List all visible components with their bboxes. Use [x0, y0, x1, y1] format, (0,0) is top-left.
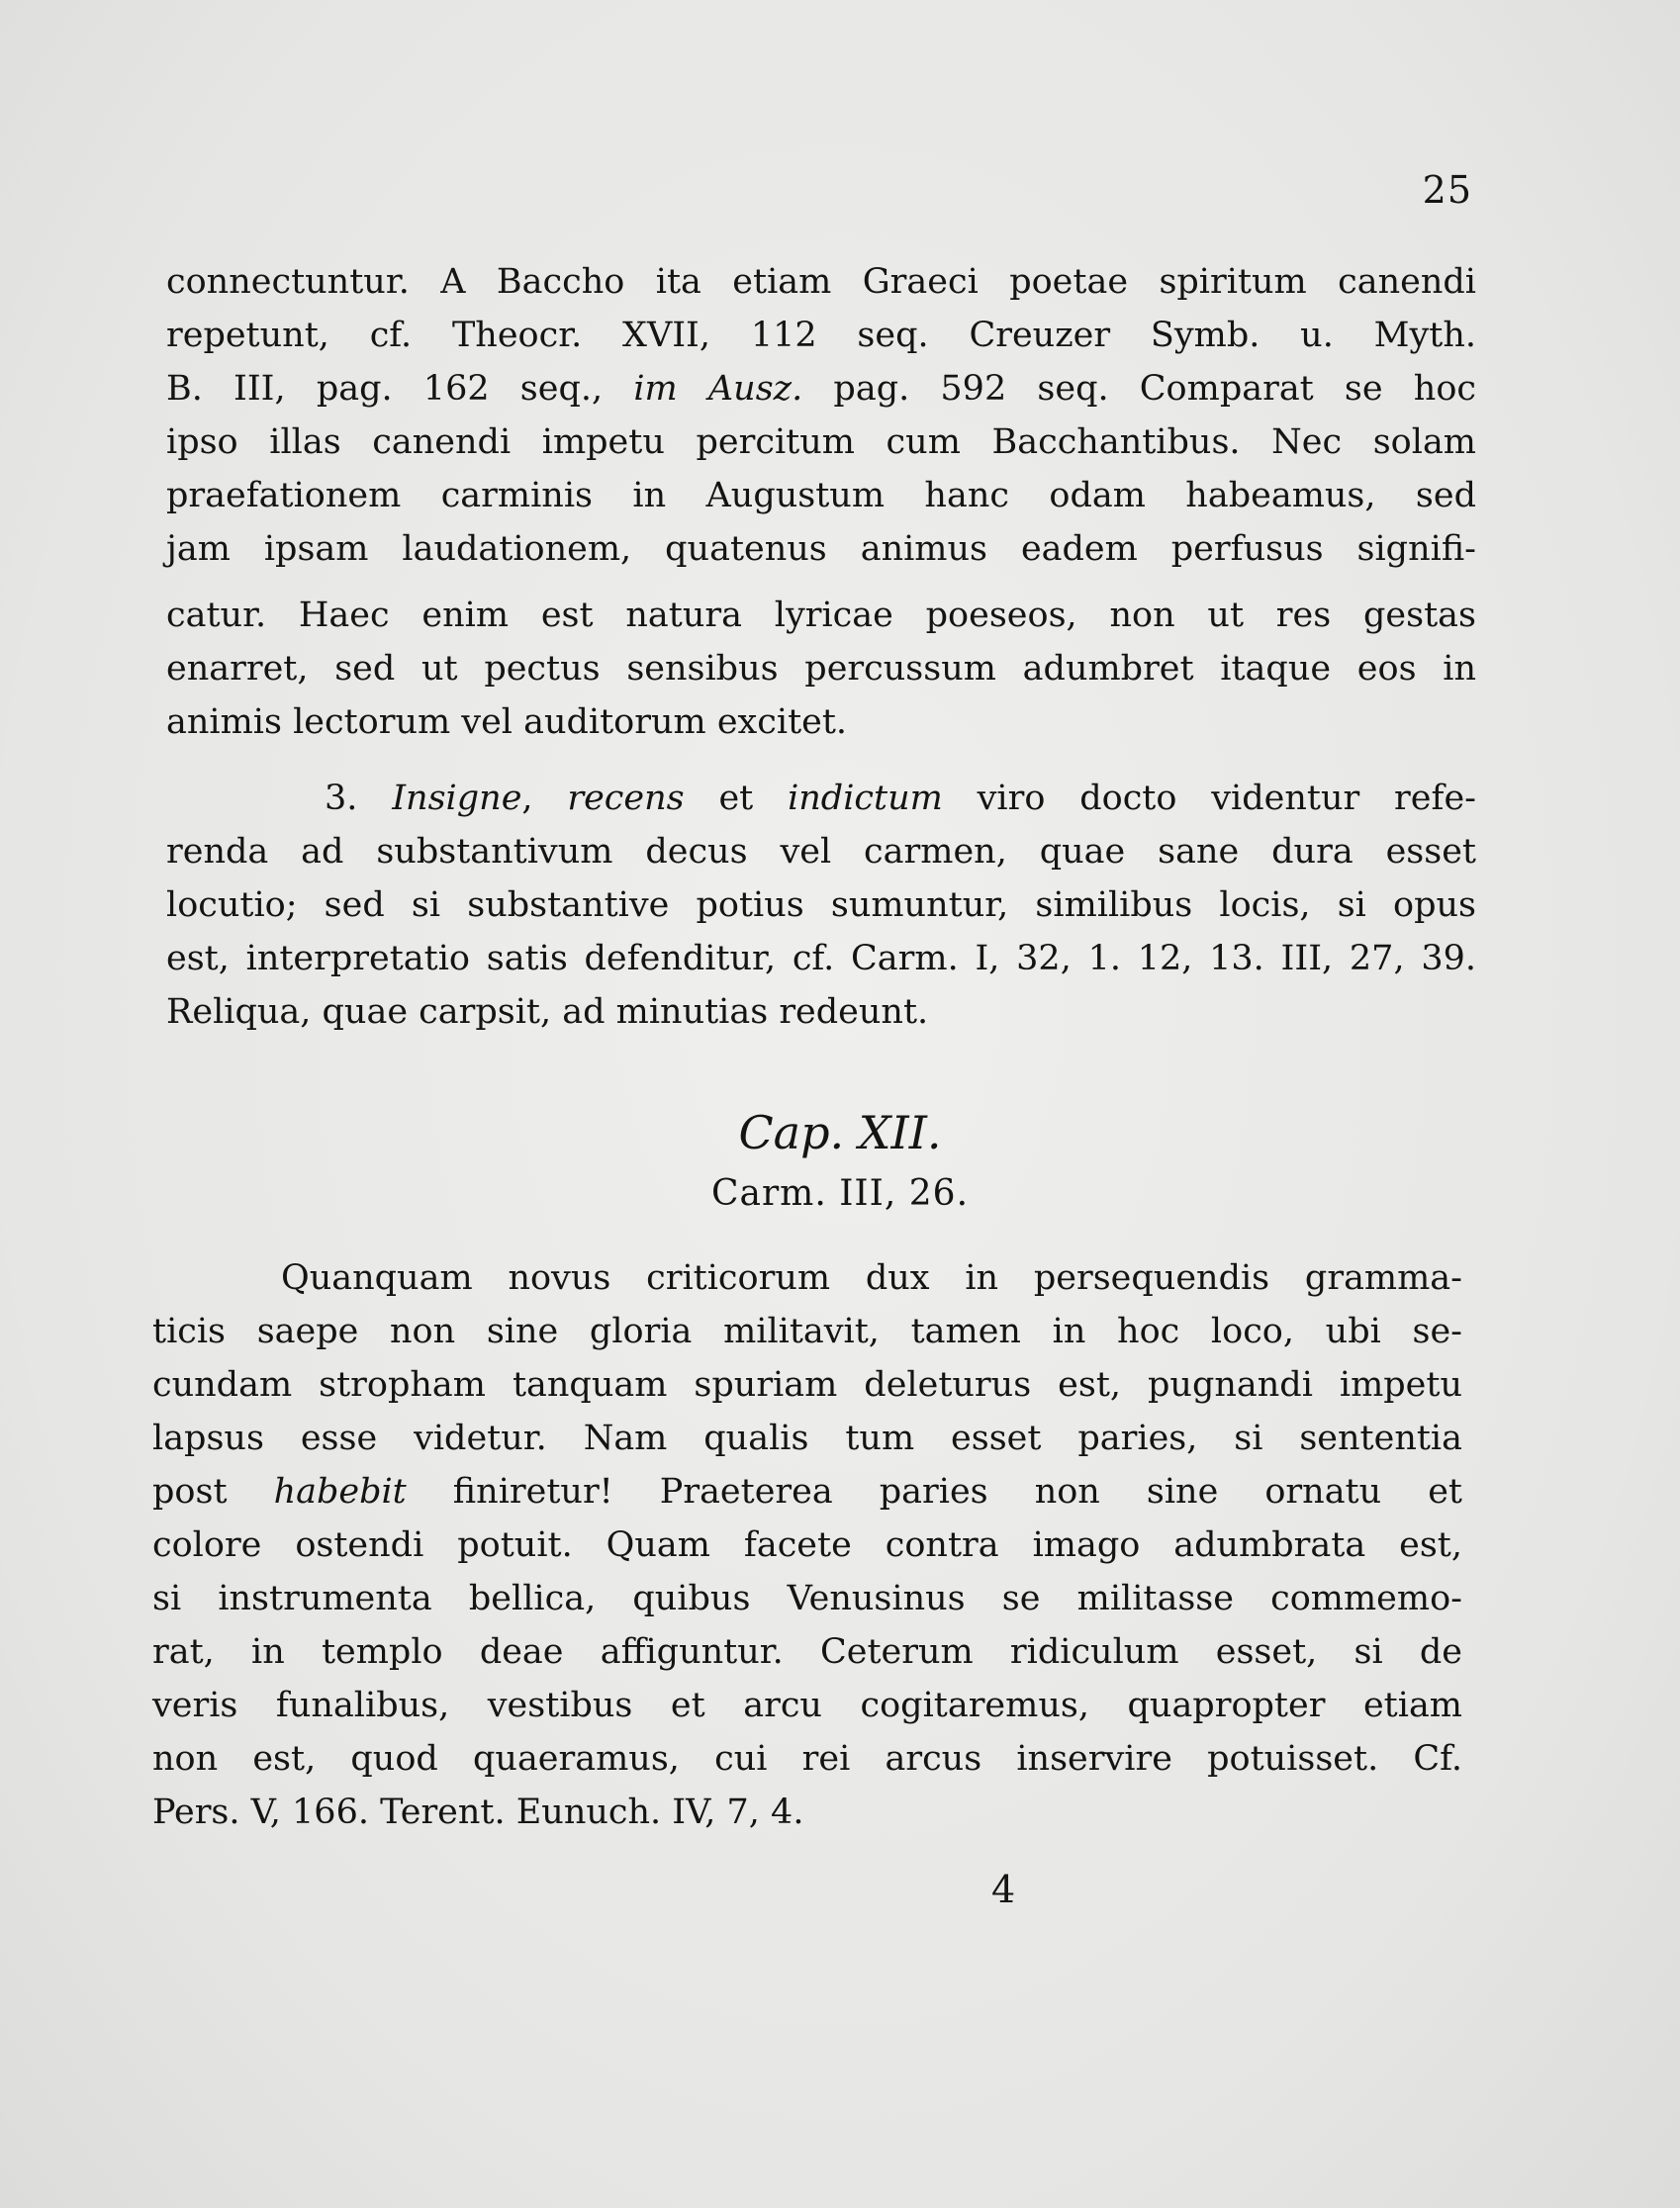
text-line: praefationem carminis in Augustum hanc odam habeamus, sed	[166, 476, 1476, 515]
text-line: catur. Haec enim est natura lyricae poeseos, non ut res gestas	[166, 596, 1476, 635]
text-line: Reliqua, quae carpsit, ad minutias redeunt.	[166, 992, 929, 1032]
text-line: ticis saepe non sine gloria militavit, tamen in hoc loco, ubi se-	[152, 1312, 1462, 1351]
text-line: lapsus esse videtur. Nam qualis tum esset paries, si sententia	[152, 1419, 1462, 1458]
text-line: jam ipsam laudationem, quatenus animus eadem perfusus signifi-	[166, 529, 1476, 569]
text-line: 3. Insigne, recens et indictum viro docto videntur refe-	[325, 779, 1476, 818]
text-line: Pers. V, 166. Terent. Eunuch. IV, 7, 4.	[152, 1793, 804, 1832]
text-line: si instrumenta bellica, quibus Venusinus se militasse commemo-	[152, 1579, 1462, 1618]
text-line: post habebit finiretur! Praeterea paries non sine ornatu et	[152, 1472, 1462, 1512]
text-line: ipso illas canendi impetu percitum cum Bacchantibus. Nec solam	[166, 422, 1476, 462]
text-line: colore ostendi potuit. Quam facete contra imago adumbrata est,	[152, 1525, 1462, 1565]
text-line: Quanquam novus criticorum dux in persequendis gramma-	[281, 1258, 1462, 1298]
italic-text: Insigne	[392, 779, 522, 818]
text-line: B. III, pag. 162 seq., im Ausz. pag. 592 seq. Comparat se hoc	[166, 369, 1477, 409]
text-line: renda ad substantivum decus vel carmen, quae sane dura esset	[166, 832, 1476, 872]
text-line: est, interpretatio satis defenditur, cf. Carm. I, 32, 1. 12, 13. III, 27, 39.	[166, 939, 1476, 978]
text-line: animis lectorum vel auditorum excitet.	[166, 702, 848, 742]
text-line: cundam stropham tanquam spuriam deleturus est, pugnandi impetu	[152, 1365, 1462, 1405]
italic-text: recens	[567, 779, 685, 818]
text-line: enarret, sed ut pectus sensibus percussum adumbret itaque eos in	[166, 649, 1476, 689]
italic-text: habebit	[273, 1472, 407, 1512]
text-line: rat, in templo deae affiguntur. Ceterum ridiculum esset, si de	[152, 1632, 1462, 1672]
page-number: 25	[1422, 168, 1472, 212]
text-line: connectuntur. A Baccho ita etiam Graeci poetae spiritum canendi	[166, 262, 1476, 302]
italic-text: indictum	[788, 779, 943, 818]
chapter-title: Cap. XII.	[738, 1106, 942, 1159]
text-line: locutio; sed si substantive potius sumuntur, similibus locis, si opus	[166, 885, 1476, 925]
text-line: veris funalibus, vestibus et arcu cogitaremus, quapropter etiam	[152, 1686, 1462, 1725]
text-line: non est, quod quaeramus, cui rei arcus inservire potuisset. Cf.	[152, 1739, 1462, 1779]
chapter-subtitle: Carm. III, 26.	[710, 1173, 970, 1214]
italic-text: im Ausz.	[633, 369, 803, 409]
signature-mark: 4	[991, 1868, 1016, 1911]
text-line: repetunt, cf. Theocr. XVII, 112 seq. Creuzer Symb. u. Myth.	[166, 316, 1476, 355]
